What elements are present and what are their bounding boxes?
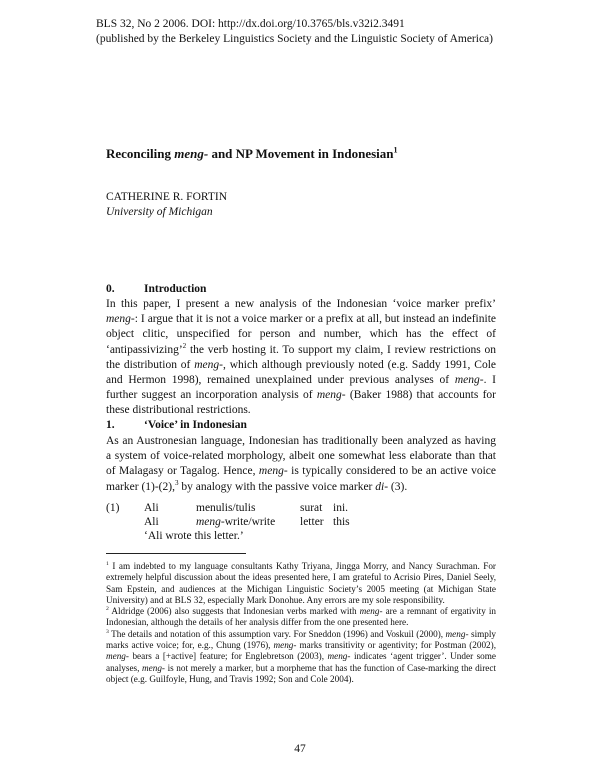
example-1: (1) Ali menulis/tulis surat ini. Ali meng-write/write letter this ‘Ali wrote this letter.’ [106,502,350,542]
footnote-divider [106,553,246,554]
footnote-2: $^2$ Aldridge (2006) also suggests that Indonesian verbs marked with meng- are a remnant of ergativity in Indonesian, although the details of her analysis differ from the one presented here. [106,606,496,628]
author-name: CATHERINE R. FORTIN [106,191,228,203]
paper-title: Reconciling meng- and NP Movement in Indonesian$^1$ [106,145,398,161]
page-number: 47 [294,743,306,755]
example-translation: ‘Ali wrote this letter.’ [144,530,244,542]
citation-doi: BLS 32, No 2 2006. DOI: http://dx.doi.org/10.3765/bls.v32i2.3491 [96,18,405,30]
footnote-ref-2: 2 [182,341,187,350]
author-affiliation: University of Michigan [106,206,213,218]
footnote-ref-3: 3 [174,478,179,487]
author-block [106,190,227,220]
gloss-verb: meng-write/write [196,516,276,528]
section-1-heading: 1. ‘Voice’ in Indonesian [106,419,247,431]
example-label: (1) [106,502,120,514]
citation-header [96,17,516,46]
section-1-paragraph: As an Austronesian language, Indonesian has traditionally been analyzed as having a system of voice-related morphology, albeit one somewhat less elaborate than that of Malagasy or Tagalog. Hence, meng- is typically considered to be an active voice marker (1)-(2),$^3$ by analogy with the passive voice marker di- (3). [106,435,497,493]
footnote-ref-1: 1 [393,145,398,155]
footnote-1: $^1$ I am indebted to my language consultants Kathy Triyana, Jingga Morry, and Nancy Surachman. For extremely helpful discussion about the ideas presented here, I am grateful to Acrisio Pires, Daniel Seely, Sam Epstein, and audiences at the Michigan Linguistic Society’s 2005 meeting (at Michigan State University) and at BLS 32, especially Mark Donohue. Any errors are my sole responsibility. [106,560,496,605]
section-0-heading: 0. Introduction [106,283,207,295]
publisher-note: (published by the Berkeley Linguistics Society and the Linguistic Society of America) [96,32,493,45]
section-0-paragraph: In this paper, I present a new analysis of the Indonesian ‘voice marker prefix’ meng-: I argue that it is not a voice marker or a prefix at all, but instead an indefinite object clitic, unspecified for person and number, which has the effect of ‘antipassivizing’$^2$ the verb hosting it. To support my claim, I review restrictions on the distribution of meng-, which although previously noted (e.g. Saddy 1991, Cole and Hermon 1998), remained unexplained under previous analyses of meng-. I further suggest an incorporation analysis of meng- (Baker 1988) that accounts for these distributional restrictions. [106,298,496,417]
footnote-3: $^3$ The details and notation of this assumption vary. For Sneddon (1996) and Voskuil (2000), meng- simply marks active voice; for, e.g., Chung (1976), meng- marks transitivity or agentivity; for Postman (2002), meng- bears a [+active] feature; for Englebretson (2003), meng- indicates ‘agent trigger’. Under some analyses, meng- is not merely a marker, but a morpheme that has the function of Case-marking the direct object (e.g. Guilfoyle, Hung, and Travis 1992; Son and Cole 2004). [106,628,497,684]
footnotes [106,561,496,685]
